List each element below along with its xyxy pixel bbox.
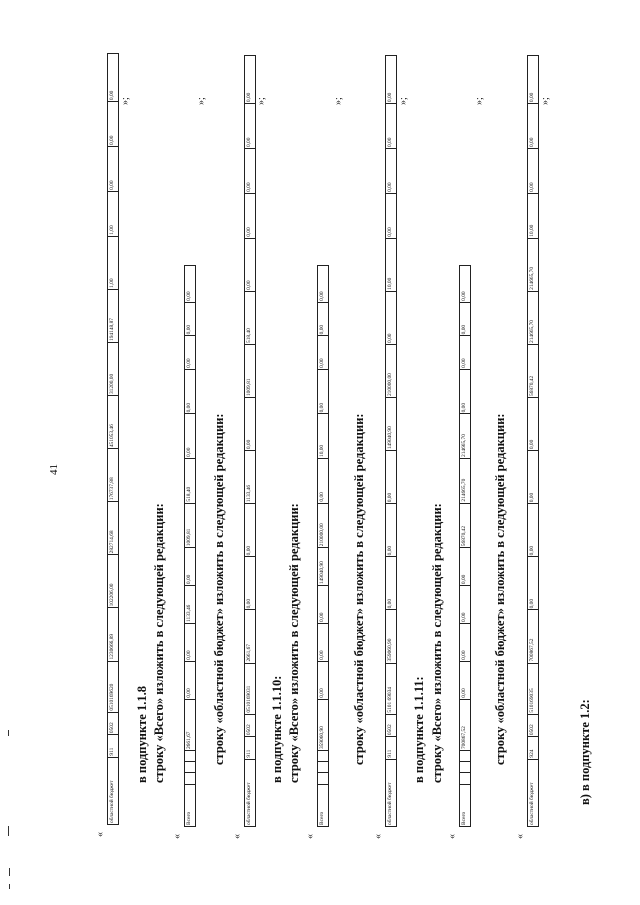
table-cell: 0,00 [245, 193, 255, 238]
table-cell: 0,00 [528, 103, 538, 148]
table-cell: 0,00 [319, 291, 325, 301]
table-cell: 1,00 [108, 191, 118, 236]
table-cell: 451053,46 [108, 395, 118, 448]
close-quote: »; [256, 97, 267, 105]
instruction-line: строку «Всего» изложить в следующей редакции: [287, 503, 301, 783]
subpoint-heading: в подпункте 1.1.8 [135, 686, 149, 783]
table-cell: 56870,42 [460, 503, 470, 548]
table-cell: 102206,00 [108, 554, 118, 607]
table-cell: 1,00 [108, 236, 118, 289]
table-cell [185, 761, 195, 772]
table-cell: 359060,90 [386, 609, 396, 662]
table-cell: 0510169620 [108, 661, 118, 712]
subpoint-heading: в подпункте 1.1.10: [270, 675, 284, 783]
table-cell: 0,00 [318, 335, 328, 369]
table-cell: 1133,46 [245, 450, 255, 503]
table-cell: 210000,00 [386, 344, 396, 397]
table-cell [460, 772, 470, 783]
table-cell: 0,00 [185, 661, 195, 699]
table-cell: 0,00 [386, 291, 396, 344]
page-number: 41 [48, 464, 60, 475]
table-cell: 0,00 [318, 585, 328, 623]
instruction-line: строку «Всего» изложить в следующей редакции: [152, 503, 166, 783]
table-cell: 0,00 [246, 92, 252, 103]
table-cell: 0,00 [245, 503, 255, 556]
open-quote: « [373, 834, 384, 839]
table-cell: 214665,70 [528, 238, 538, 291]
table-cell: 0,00 [245, 103, 255, 148]
row-label-cell: Всего [185, 784, 195, 826]
table-cell: 0,00 [460, 547, 470, 585]
table-cell: 0,00 [528, 397, 538, 450]
table-cell: 0,00 [460, 369, 470, 414]
table-cell: 0502 [108, 712, 118, 735]
table-cell: 282714,68 [108, 501, 118, 554]
table-cell: 0,00 [185, 547, 195, 585]
table-cell: 0,00 [386, 450, 396, 503]
table-row [244, 55, 256, 827]
table-cell: 0,00 [245, 238, 255, 291]
table-cell: 0,00 [460, 585, 470, 623]
row-label-cell: областной бюджет [386, 759, 396, 826]
table-cell [318, 772, 328, 783]
table-cell: 0,00 [528, 503, 538, 556]
row-label-cell: областной бюджет [528, 759, 538, 826]
table-cell: 518,40 [245, 291, 255, 344]
table-cell: 214665,70 [460, 458, 470, 503]
table-cell: 0,00 [460, 661, 470, 699]
table-cell: 0,00 [460, 335, 470, 369]
table-cell: 1133,46 [185, 585, 195, 623]
close-quote: »; [398, 97, 409, 105]
table-cell: 510169035 [528, 663, 538, 714]
section-heading: в) в подпункте 1.2: [578, 699, 592, 805]
table-cell: 31200,00 [108, 342, 118, 395]
table-row [184, 265, 196, 827]
open-quote: « [232, 834, 243, 839]
row-label-cell: областной бюджет [108, 757, 118, 824]
table-cell [460, 761, 470, 772]
instruction-line: строку «областной бюджет» изложить в следующей редакции: [493, 413, 507, 765]
table-cell: 911 [108, 734, 118, 757]
table-cell: 2661,67 [185, 699, 195, 750]
table-cell: 56870,42 [528, 344, 538, 397]
table-cell: 911 [386, 736, 396, 759]
table-cell: 2661,67 [245, 609, 255, 662]
table-cell: 0,00 [185, 335, 195, 369]
table-cell: 0,00 [108, 101, 118, 146]
table-cell: 0,00 [318, 623, 328, 661]
table-cell: 700867,52 [528, 609, 538, 662]
close-quote: »; [540, 97, 551, 105]
table-cell: 0,00 [386, 193, 396, 238]
instruction-line: строку «Всего» изложить в следующей редакции: [430, 503, 444, 783]
table-cell: 210000,00 [318, 503, 328, 548]
table-cell: 0,00 [109, 90, 115, 101]
table-row [385, 55, 397, 827]
table-cell: 700867,52 [460, 699, 470, 750]
table-cell: 176737,88 [108, 448, 118, 501]
table-cell: 0,00 [529, 92, 535, 103]
table-cell: 0,00 [108, 146, 118, 191]
table-cell: 0,00 [386, 503, 396, 556]
table-cell: 10,00 [318, 413, 328, 458]
table-cell: 924 [528, 736, 538, 759]
close-quote: »; [196, 97, 207, 105]
table-cell: 0502 [528, 714, 538, 737]
table-cell: 0,00 [386, 103, 396, 148]
close-quote: »; [333, 97, 344, 105]
table-cell: 0,00 [460, 302, 470, 336]
table-cell: 5101 69034 [386, 663, 396, 714]
table-cell [318, 761, 328, 772]
table-cell: 214665,70 [460, 413, 470, 458]
close-quote: »; [474, 97, 485, 105]
table-cell [185, 750, 195, 761]
instruction-line: строку «областной бюджет» изложить в следующей редакции: [352, 413, 366, 765]
table-row [527, 55, 539, 827]
open-quote: « [515, 834, 526, 839]
table-cell: 518,40 [185, 458, 195, 503]
table-cell [460, 750, 470, 761]
open-quote: « [95, 832, 106, 837]
table-cell: 0,00 [185, 413, 195, 458]
table-cell: 0,00 [528, 148, 538, 193]
table-cell: 194148,87 [108, 289, 118, 342]
open-quote: « [305, 834, 316, 839]
table-cell: 1230666,89 [108, 607, 118, 660]
subpoint-heading: в подпункте 1.1.11: [412, 676, 426, 783]
table-cell: 0,00 [386, 148, 396, 193]
table-cell: 1009,81 [245, 344, 255, 397]
table-cell: 0502 [245, 714, 255, 737]
table-row [317, 265, 329, 827]
table-cell: 0,00 [460, 623, 470, 661]
row-label-cell: областной бюджет [245, 759, 255, 826]
table-cell [185, 772, 195, 783]
table-cell: 0,00 [185, 302, 195, 336]
table-cell: 214665,70 [528, 291, 538, 344]
table-cell: 0,00 [318, 458, 328, 503]
close-quote: »; [120, 97, 131, 105]
table-cell: 0,00 [386, 556, 396, 609]
table-cell: 0,00 [528, 450, 538, 503]
open-quote: « [447, 834, 458, 839]
table-cell: 0,00 [245, 397, 255, 450]
table-cell: 911 [245, 736, 255, 759]
table-cell: 359060,90 [318, 699, 328, 750]
table-cell: 149040,90 [318, 547, 328, 585]
table-cell: 0,00 [318, 369, 328, 414]
table-cell: 0,00 [461, 291, 467, 301]
table-cell: 0,00 [245, 556, 255, 609]
table-row [459, 265, 471, 827]
table-cell: 1009,81 [185, 503, 195, 548]
table-cell: 0,00 [185, 369, 195, 414]
table-cell: 0,00 [318, 661, 328, 699]
table-cell: 10,00 [528, 193, 538, 238]
table-cell [318, 750, 328, 761]
table-cell: 0,00 [186, 291, 192, 301]
table-row [107, 53, 119, 825]
table-cell: 0,00 [185, 623, 195, 661]
row-label-cell: Всего [318, 784, 328, 826]
table-cell: 0,00 [318, 302, 328, 336]
table-cell: 0502 [386, 714, 396, 737]
table-cell: 0,00 [528, 556, 538, 609]
open-quote: « [172, 834, 183, 839]
table-cell: 10,00 [386, 238, 396, 291]
table-cell: 149040,90 [386, 397, 396, 450]
row-label-cell: Всего [460, 784, 470, 826]
instruction-line: строку «областной бюджет» изложить в следующей редакции: [212, 413, 226, 765]
table-cell: 0510169031 [245, 663, 255, 714]
table-cell: 0,00 [387, 92, 393, 103]
table-cell: 0,00 [245, 148, 255, 193]
